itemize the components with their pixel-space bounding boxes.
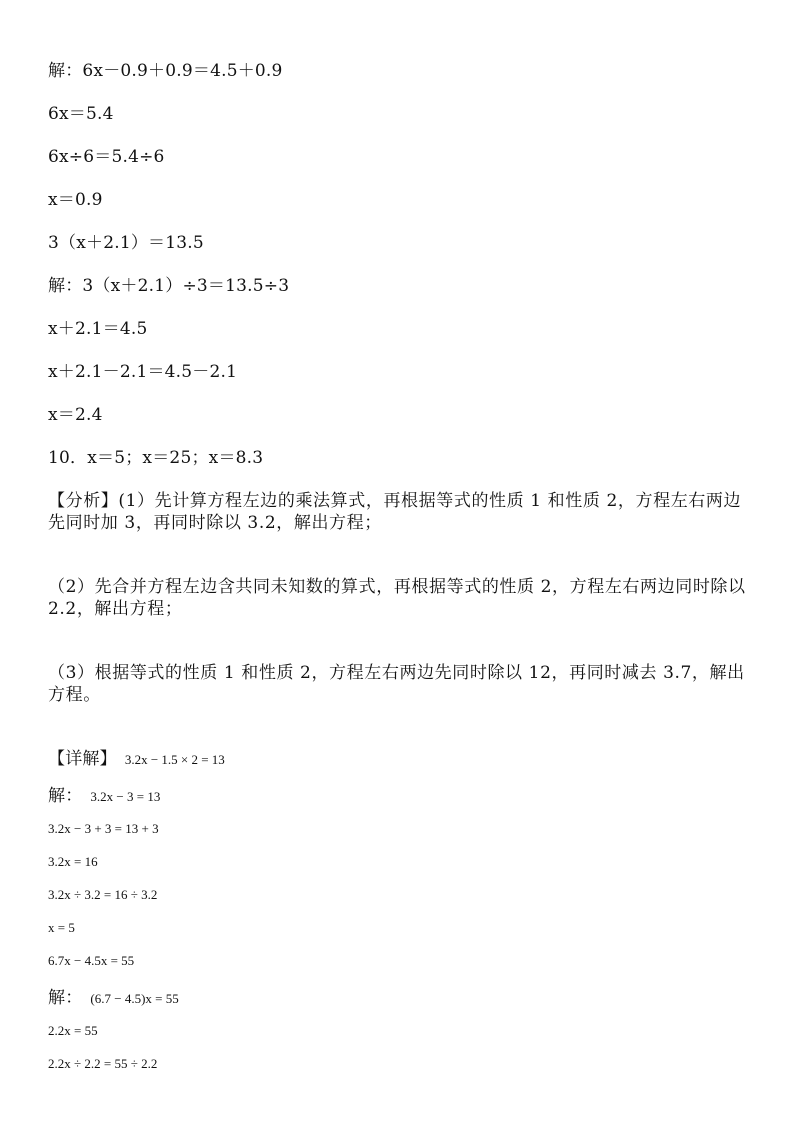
- formula-line-8: 2.2x = 55: [48, 1023, 98, 1038]
- solution-line-2: [48, 987, 752, 1010]
- equation-line-4: x＝0.9: [48, 190, 103, 210]
- formula-line-5: x = 5: [48, 920, 75, 935]
- formula-line-2: 3.2x − 3 + 3 = 13 + 3: [48, 821, 159, 836]
- equation-line-5: 3（x＋2.1）＝13.5: [48, 233, 204, 253]
- equation-line-9: x＝2.4: [48, 405, 103, 425]
- equation-line-3: 6x÷6＝5.4÷6: [48, 147, 165, 167]
- formula-line-9: 2.2x ÷ 2.2 = 55 ÷ 2.2: [48, 1056, 158, 1071]
- formula-line-6: 6.7x − 4.5x = 55: [48, 953, 135, 968]
- formula-line-4: 3.2x ÷ 3.2 = 16 ÷ 3.2: [48, 887, 158, 902]
- equation-line-6: 解：3（x＋2.1）÷3＝13.5÷3: [48, 276, 290, 296]
- detail-heading: [48, 748, 752, 771]
- formula-line-3: 3.2x = 16: [48, 854, 98, 869]
- equation-line-7: x＋2.1＝4.5: [48, 319, 148, 339]
- detail-formula: 3.2x − 1.5 × 2 = 13: [124, 752, 225, 767]
- formula-line-1: 3.2x − 3 = 13: [90, 789, 161, 804]
- detail-label: 【详解】: [48, 749, 117, 769]
- solve-label: 解：: [48, 786, 83, 806]
- answer-line-10: 10．x＝5；x＝25；x＝8.3: [48, 448, 264, 468]
- equation-line-8: x＋2.1－2.1＝4.5－2.1: [48, 362, 238, 382]
- solve-label-2: 解：: [48, 988, 83, 1008]
- solution-line-1: [48, 785, 752, 808]
- analysis-paragraph-1: 【分析】(1）先计算方程左边的乘法算式，再根据等式的性质 1 和性质 2，方程左右两边先同时加 3，再同时除以 3.2，解出方程；: [48, 491, 742, 533]
- analysis-paragraph-2: （2）先合并方程左边含共同未知数的算式，再根据等式的性质 2，方程左右两边同时除以 2.2，解出方程；: [48, 577, 746, 619]
- equation-line-1: 解：6x－0.9＋0.9＝4.5＋0.9: [48, 61, 283, 81]
- analysis-paragraph-3: （3）根据等式的性质 1 和性质 2，方程左右两边先同时除以 12，再同时减去 3.7，解出方程。: [48, 663, 745, 705]
- equation-line-2: 6x＝5.4: [48, 104, 114, 124]
- formula-line-7: (6.7 − 4.5)x = 55: [90, 991, 179, 1006]
